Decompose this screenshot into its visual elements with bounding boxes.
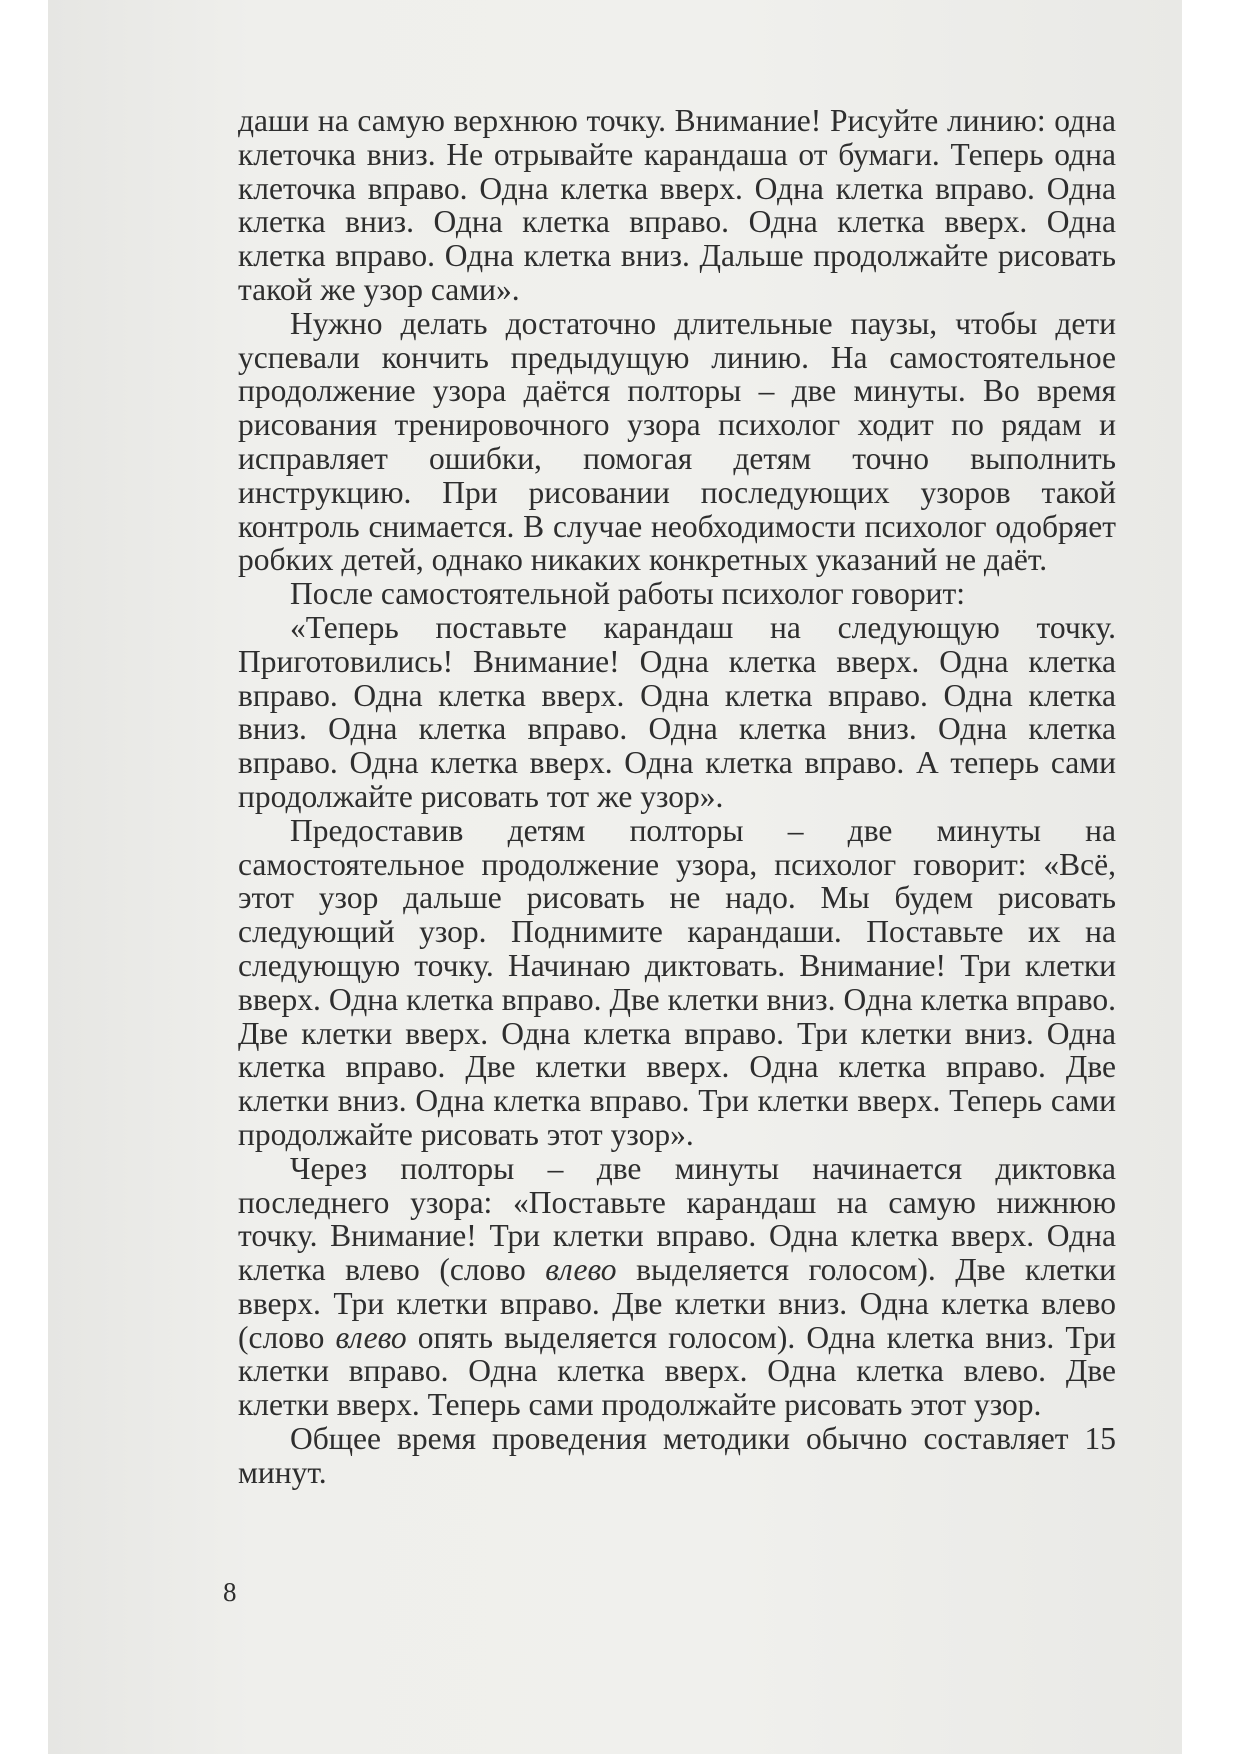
emphasis-word-1: влево [545,1252,617,1288]
paragraph-6-part-3: опять выделяется голосом). Одна клетка вниз. Три клетки вправо. Одна клетка вверх. Одна клетка влево. Две клетки вверх. Теперь сами продолжайте рисовать этот узор. [238,1319,1116,1423]
paragraph-6-part-1: Через полторы – две минуты начинается диктовка последнего узора: «Поставьте карандаш на самую нижнюю точку. Внимание! Три клетки вправо. Одна клетка вверх. Одна клетка влево (слово [238,1150,1116,1288]
body-text [238,104,1116,1490]
paragraph-6-part-2: выделяется голосом). Две клетки вверх. Три клетки вправо. Две клетки вниз. Одна клетка влево (слово [238,1252,1116,1355]
paragraph-4: «Теперь поставьте карандаш на следующую точку. Приготовились! Внимание! Одна клетка вверх. Одна клетка вправо. Одна клетка вверх. Одна клетка вправо. Одна клетка вниз. Одна клетка вправо. Одна клетка вниз. Одна клетка вправо. Одна клетка вверх. Одна клетка вправо. А теперь сами продолжайте рисовать тот же узор». [238,609,1116,814]
paragraph-1: даши на самую верхнюю точку. Внимание! Рисуйте линию: одна клеточка вниз. Не отрывайте карандаша от бумаги. Теперь одна клеточка вправо. Одна клетка вверх. Одна клетка вправо. Одна клетка вниз. Одна клетка вправо. Одна клетка вверх. Одна клетка вправо. Одна клетка вниз. Дальше продолжайте рисовать такой же узор сами». [238,103,1116,307]
scan-margin-left [0,0,48,1754]
scan-margin-right [1182,0,1240,1754]
emphasis-word-2: влево [335,1319,407,1355]
book-page [48,0,1182,1754]
paragraph-5: Предоставив детям полторы – две минуты на самостоятельное продолжение узора, психолог говорит: «Всё, этот узор дальше рисовать не надо. Мы будем рисовать следующий узор. Поднимите карандаши. Поставьте их на следующую точку. Начинаю диктовать. Внимание! Три клетки вверх. Одна клетка вправо. Две клетки вниз. Одна клетка вправо. Две клетки вверх. Одна клетка вправо. Три клетки вниз. Одна клетка вправо. Две клетки вверх. Одна клетка вправо. Две клетки вниз. Одна клетка вправо. Три клетки вверх. Теперь сами продолжайте рисовать этот узор». [238,812,1116,1152]
paragraph-7: Общее время проведения методики обычно составляет 15 минут. [238,1421,1116,1490]
paragraph-6 [238,1152,1116,1422]
page-number: 8 [223,1577,237,1607]
paragraph-3: После самостоятельной работы психолог говорит: [290,576,965,612]
paragraph-2: Нужно делать достаточно длительные паузы, чтобы дети успевали кончить предыдущую линию. На самостоятельное продолжение узора даётся полторы – две минуты. Во время рисования тренировочного узора психолог ходит по рядам и исправляет ошибки, помогая детям точно выполнить инструкцию. При рисовании последующих узоров такой контроль снимается. В случае необходимости психолог одобряет робких детей, однако никаких конкретных указаний не даёт. [238,305,1116,578]
